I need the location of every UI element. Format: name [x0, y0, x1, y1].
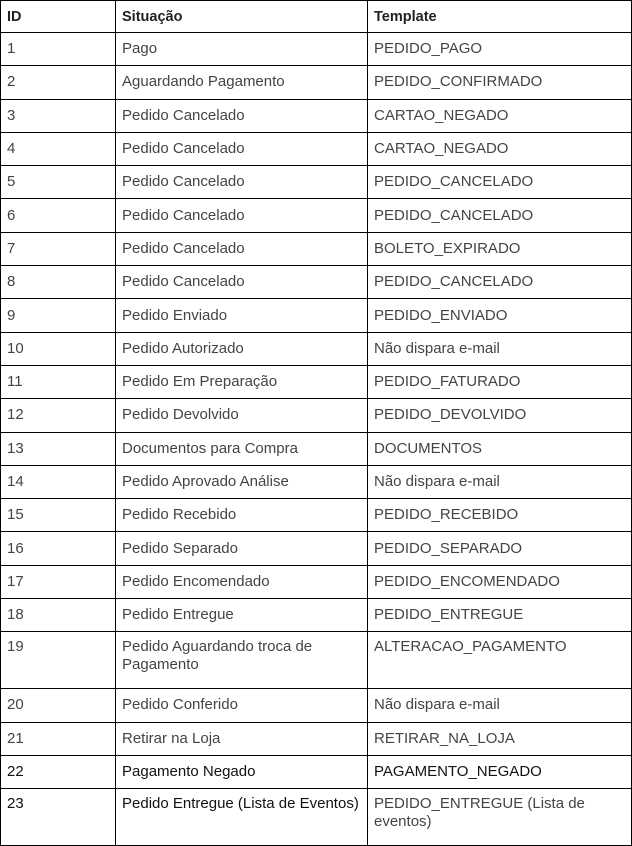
- table-row: [1, 99, 632, 132]
- cell-id: 6: [1, 199, 116, 232]
- cell-id: 14: [1, 465, 116, 498]
- table-row: [1, 565, 632, 598]
- cell-situacao: Documentos para Compra: [116, 432, 368, 465]
- cell-id: 7: [1, 232, 116, 265]
- table-row: [1, 332, 632, 365]
- table-row: [1, 399, 632, 432]
- table-row: [1, 266, 632, 299]
- cell-template: CARTAO_NEGADO: [368, 99, 632, 132]
- cell-template: PEDIDO_SEPARADO: [368, 532, 632, 565]
- cell-id: 16: [1, 532, 116, 565]
- header-situacao: Situação: [116, 1, 368, 33]
- cell-id: 12: [1, 399, 116, 432]
- cell-situacao: Pedido Separado: [116, 532, 368, 565]
- cell-template: Não dispara e-mail: [368, 332, 632, 365]
- header-template: Template: [368, 1, 632, 33]
- table-body: [1, 33, 632, 846]
- cell-situacao: Pedido Devolvido: [116, 399, 368, 432]
- cell-template: PEDIDO_CANCELADO: [368, 266, 632, 299]
- cell-situacao: Pedido Recebido: [116, 499, 368, 532]
- cell-template: PEDIDO_PAGO: [368, 33, 632, 66]
- cell-id: 18: [1, 599, 116, 632]
- cell-situacao: Retirar na Loja: [116, 722, 368, 755]
- table-row: [1, 465, 632, 498]
- cell-situacao: Pagamento Negado: [116, 755, 368, 788]
- cell-template: CARTAO_NEGADO: [368, 132, 632, 165]
- cell-situacao: Pedido Aguardando troca de Pagamento: [116, 632, 368, 689]
- cell-situacao: Pedido Cancelado: [116, 166, 368, 199]
- cell-situacao: Pedido Cancelado: [116, 132, 368, 165]
- cell-template: ALTERACAO_PAGAMENTO: [368, 632, 632, 689]
- table-row: [1, 532, 632, 565]
- table-header: [1, 1, 632, 33]
- cell-id: 11: [1, 365, 116, 398]
- cell-situacao: Pago: [116, 33, 368, 66]
- cell-template: PEDIDO_CANCELADO: [368, 166, 632, 199]
- cell-id: 10: [1, 332, 116, 365]
- cell-template: PEDIDO_ENTREGUE (Lista de eventos): [368, 789, 632, 846]
- table-row: [1, 755, 632, 788]
- cell-id: 22: [1, 755, 116, 788]
- cell-situacao: Pedido Aprovado Análise: [116, 465, 368, 498]
- cell-situacao: Pedido Enviado: [116, 299, 368, 332]
- cell-situacao: Pedido Encomendado: [116, 565, 368, 598]
- cell-template: PEDIDO_RECEBIDO: [368, 499, 632, 532]
- cell-template: DOCUMENTOS: [368, 432, 632, 465]
- cell-situacao: Aguardando Pagamento: [116, 66, 368, 99]
- cell-template: Não dispara e-mail: [368, 689, 632, 722]
- cell-situacao: Pedido Autorizado: [116, 332, 368, 365]
- cell-id: 20: [1, 689, 116, 722]
- cell-id: 19: [1, 632, 116, 689]
- table-row: [1, 632, 632, 689]
- cell-situacao: Pedido Cancelado: [116, 232, 368, 265]
- cell-situacao: Pedido Entregue (Lista de Eventos): [116, 789, 368, 846]
- cell-template: BOLETO_EXPIRADO: [368, 232, 632, 265]
- header-row: [1, 1, 632, 33]
- table-row: [1, 722, 632, 755]
- cell-situacao: Pedido Cancelado: [116, 266, 368, 299]
- table-row: [1, 299, 632, 332]
- table-row: [1, 66, 632, 99]
- table-row: [1, 33, 632, 66]
- cell-template: PEDIDO_ENVIADO: [368, 299, 632, 332]
- cell-id: 17: [1, 565, 116, 598]
- cell-template: PEDIDO_FATURADO: [368, 365, 632, 398]
- cell-id: 21: [1, 722, 116, 755]
- cell-situacao: Pedido Cancelado: [116, 199, 368, 232]
- table-row: [1, 689, 632, 722]
- table-row: [1, 199, 632, 232]
- table-row: [1, 599, 632, 632]
- cell-template: PEDIDO_CANCELADO: [368, 199, 632, 232]
- cell-id: 4: [1, 132, 116, 165]
- table-row: [1, 499, 632, 532]
- table-row: [1, 166, 632, 199]
- header-id: ID: [1, 1, 116, 33]
- cell-template: Não dispara e-mail: [368, 465, 632, 498]
- table-row: [1, 365, 632, 398]
- cell-id: 1: [1, 33, 116, 66]
- cell-template: PEDIDO_ENCOMENDADO: [368, 565, 632, 598]
- cell-id: 3: [1, 99, 116, 132]
- table-row: [1, 789, 632, 846]
- cell-template: PEDIDO_DEVOLVIDO: [368, 399, 632, 432]
- cell-situacao: Pedido Conferido: [116, 689, 368, 722]
- cell-id: 5: [1, 166, 116, 199]
- cell-id: 13: [1, 432, 116, 465]
- cell-situacao: Pedido Cancelado: [116, 99, 368, 132]
- cell-id: 9: [1, 299, 116, 332]
- cell-template: PEDIDO_CONFIRMADO: [368, 66, 632, 99]
- cell-id: 2: [1, 66, 116, 99]
- cell-id: 23: [1, 789, 116, 846]
- cell-template: RETIRAR_NA_LOJA: [368, 722, 632, 755]
- table-row: [1, 132, 632, 165]
- cell-template: PEDIDO_ENTREGUE: [368, 599, 632, 632]
- table-row: [1, 232, 632, 265]
- cell-id: 15: [1, 499, 116, 532]
- table-row: [1, 432, 632, 465]
- cell-situacao: Pedido Entregue: [116, 599, 368, 632]
- cell-id: 8: [1, 266, 116, 299]
- cell-template: PAGAMENTO_NEGADO: [368, 755, 632, 788]
- cell-situacao: Pedido Em Preparação: [116, 365, 368, 398]
